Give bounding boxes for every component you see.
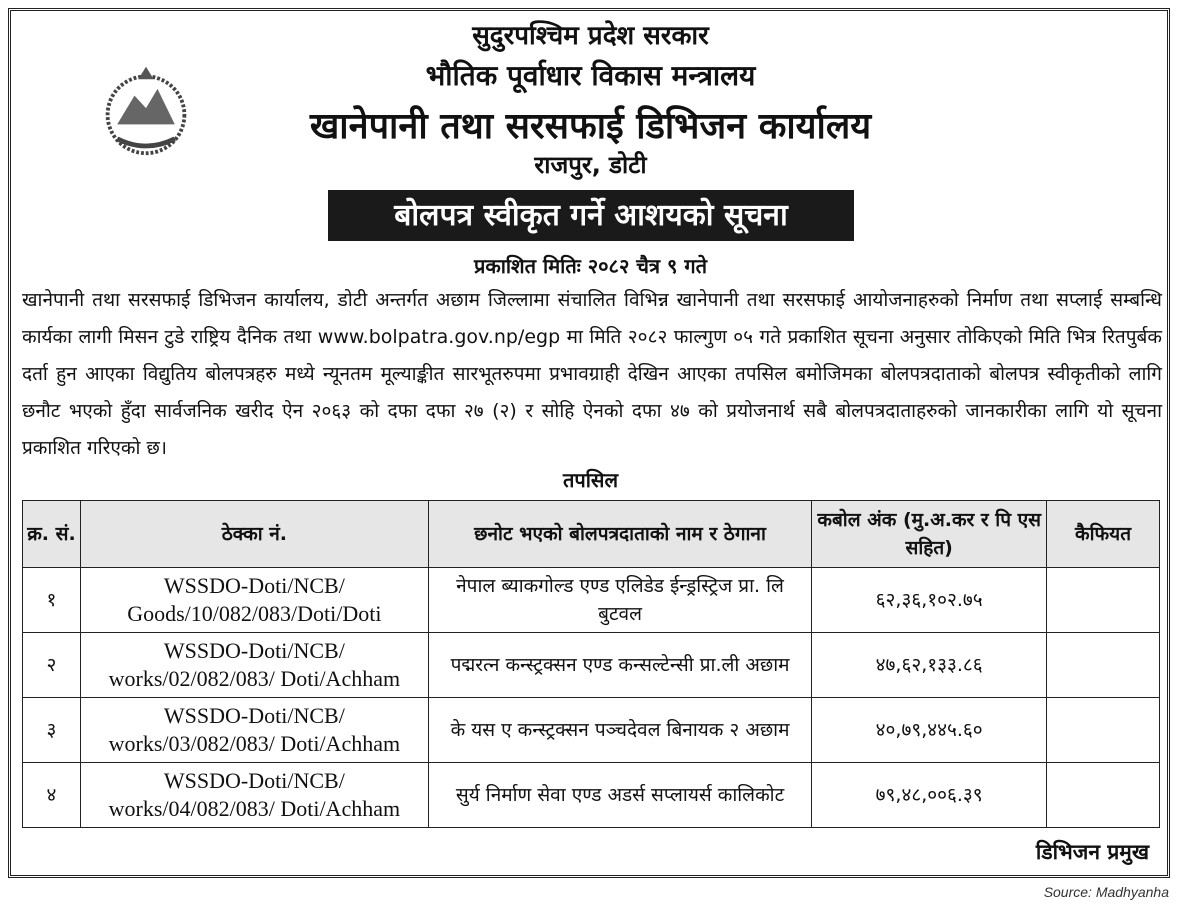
cell-contract: WSSDO-Doti/NCB/ Goods/10/082/083/Doti/Doti (80, 568, 428, 633)
table-row (23, 763, 1160, 828)
cell-sn: २ (23, 633, 81, 698)
signature: डिभिजन प्रमुख (1035, 840, 1149, 864)
cell-contract: WSSDO-Doti/NCB/ works/04/082/083/ Doti/Achham (80, 763, 428, 828)
notice-body: खानेपानी तथा सरसफाई डिभिजन कार्यालय, डोटी अन्तर्गत अछाम जिल्लामा संचालित विभिन्न खानेपानी तथा सरसफाई आयोजनाहरुको निर्माण तथा सप्लाई सम्बन्धि कार्यका लागी मिसन टुडे राष्ट्रिय दैनिक तथा www.bolpatra.gov.np/egp मा मिति २०८२ फाल्गुण ०५ गते प्रकाशित सूचना अनुसार तोकिएको मिति भित्र रितपुर्बक दर्ता हुन आएका विद्युतिय बोलपत्रहरु मध्ये न्यूनतम मूल्याङ्कीत सारभूतरुपमा प्रभावग्राही देखिन आएका तपसिल बमोजिमका बोलपत्रदाताको बोलपत्र स्वीकृतीको लागि छनौट भएको हुँदा सार्वजनिक खरीद ऐन २०६३ को दफा दफा २७ (२) र सोहि ऐनको दफा ४७ को प्रयोजनार्थ सबै बोलपत्रदाताहरुको जानकारीका लागि यो सूचना प्रकाशित गरिएको छ। (22, 289, 1162, 459)
cell-remarks (1047, 698, 1160, 763)
table-row (23, 698, 1160, 763)
header-sn: क्र. सं. (23, 501, 81, 568)
table-row (23, 633, 1160, 698)
cell-remarks (1047, 568, 1160, 633)
cell-remarks (1047, 763, 1160, 828)
cell-bidder: के यस ए कन्स्ट्रक्सन पञ्चदेवल बिनायक २ अछाम (428, 698, 812, 763)
cell-contract: WSSDO-Doti/NCB/ works/02/082/083/ Doti/Achham (80, 633, 428, 698)
header-bidder: छनोट भएको बोलपत्रदाताको नाम र ठेगाना (428, 501, 812, 568)
notice-title: बोलपत्र स्वीकृत गर्ने आशयको सूचना (328, 190, 854, 241)
cell-bidder: पद्मरत्न कन्स्ट्रक्सन एण्ड कन्सल्टेन्सी प्रा.ली अछाम (428, 633, 812, 698)
cell-amount: ६२,३६,१०२.७५ (812, 568, 1047, 633)
header-contract: ठेक्का नं. (80, 501, 428, 568)
table-row (23, 568, 1160, 633)
table-header-row (23, 501, 1160, 568)
cell-amount: ७९,४८,००६.३९ (812, 763, 1047, 828)
cell-contract: WSSDO-Doti/NCB/ works/03/082/083/ Doti/Achham (80, 698, 428, 763)
cell-remarks (1047, 633, 1160, 698)
cell-bidder: सुर्य निर्माण सेवा एण्ड अडर्स सप्लायर्स कालिकोट (428, 763, 812, 828)
ministry-name: भौतिक पूर्वाधार विकास मन्त्रालय (425, 59, 756, 92)
table-title: तपसिल (562, 468, 619, 492)
office-location: राजपुर, डोटी (534, 151, 647, 179)
header-remarks: कैफियत (1047, 501, 1160, 568)
cell-sn: १ (23, 568, 81, 633)
cell-sn: ३ (23, 698, 81, 763)
office-name: खानेपानी तथा सरसफाई डिभिजन कार्यालय (309, 106, 872, 147)
awarded-bids-table (22, 500, 1160, 828)
cell-bidder: नेपाल ब्याकगोल्ड एण्ड एलिडेड ईन्ड्रस्ट्रिज प्रा. लि बुटवल (428, 568, 812, 633)
source-credit: Source: Madhyanha (1043, 884, 1169, 900)
header-amount: कबोल अंक (मु.अ.कर र पि एस सहित) (812, 501, 1047, 568)
cell-amount: ४०,७९,४४५.६० (812, 698, 1047, 763)
published-date: प्रकाशित मितिः २०८२ चैत्र ९ गते (473, 254, 708, 278)
cell-sn: ४ (23, 763, 81, 828)
cell-amount: ४७,६२,१३३.८६ (812, 633, 1047, 698)
province-name: सुदुरपश्चिम प्रदेश सरकार (472, 21, 709, 51)
